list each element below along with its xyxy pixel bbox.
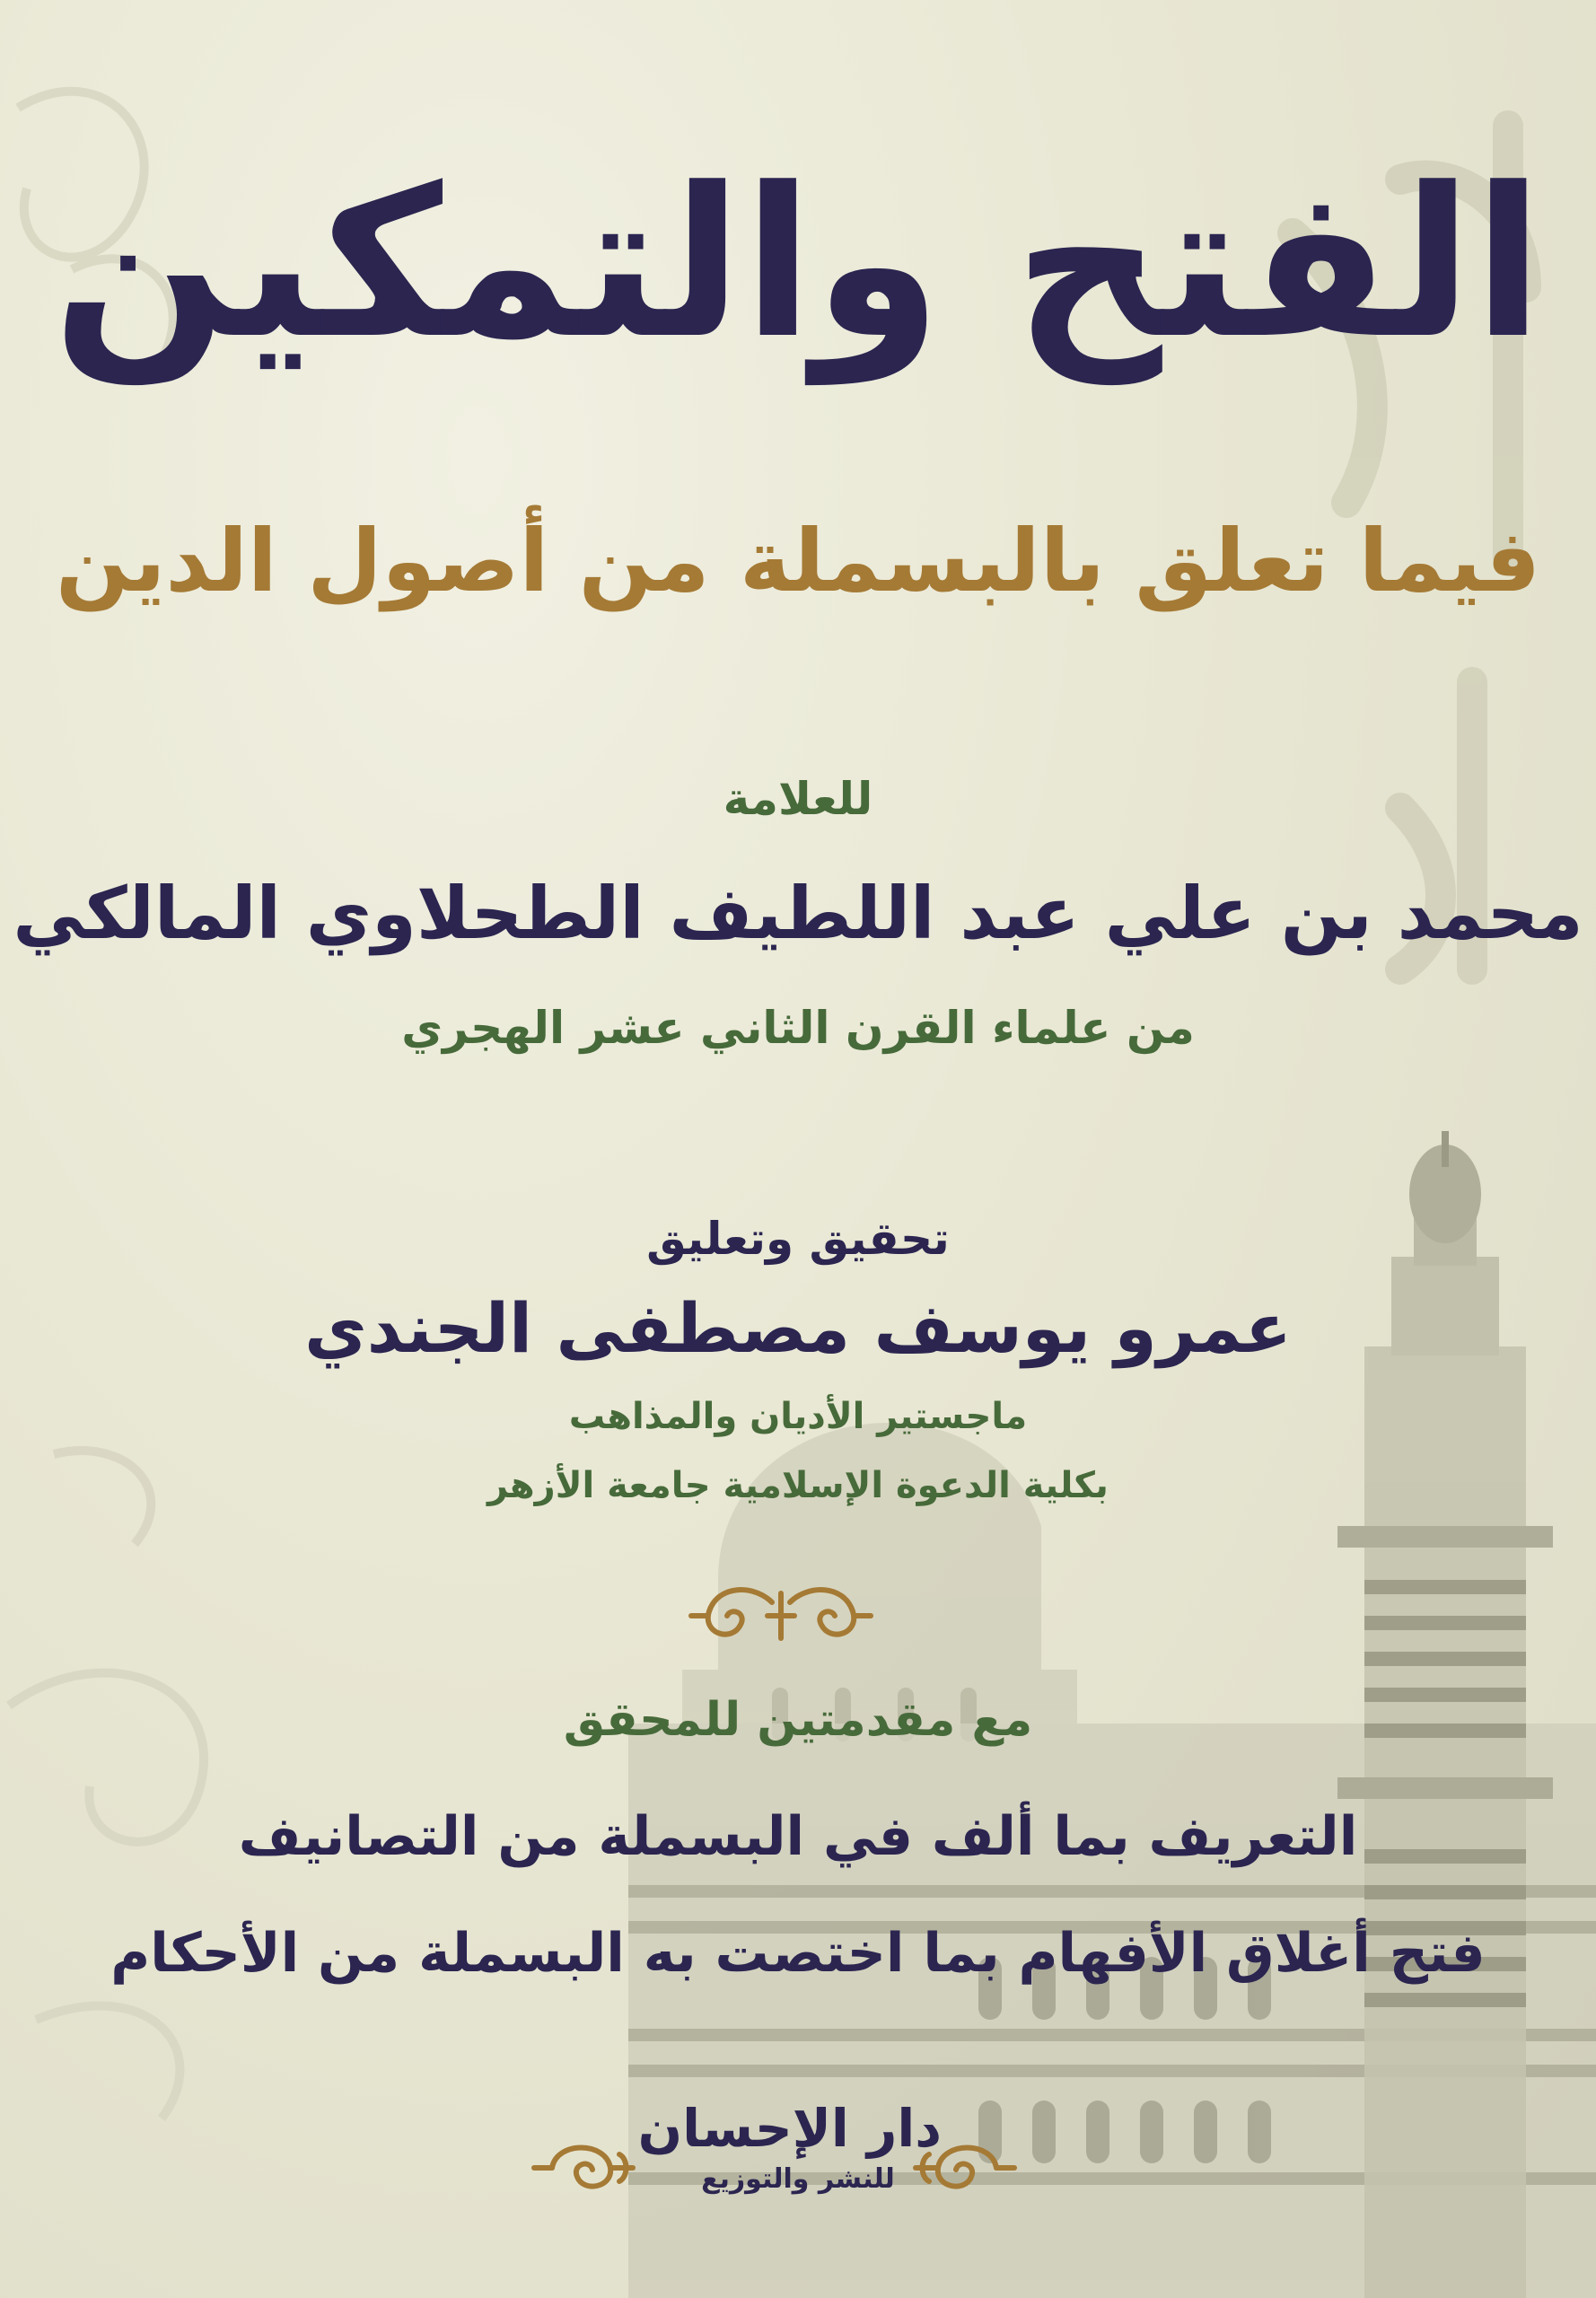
- editor-institution: بكلية الدعوة الإسلامية جامعة الأزهر: [487, 1465, 1109, 1506]
- introductions-label: مع مقدمتين للمحقق: [563, 1693, 1033, 1747]
- editor-degree: ماجستير الأديان والمذاهب: [568, 1396, 1028, 1437]
- publisher-logo: [637, 2096, 942, 2198]
- author-era: من علماء القرن الثاني عشر الهجري: [401, 1002, 1195, 1054]
- book-subtitle: فيما تعلق بالبسملة من أصول الدين: [55, 511, 1541, 611]
- author-label: للعلامة: [723, 773, 873, 825]
- editor-name: عمرو يوسف مصطفى الجندي: [304, 1288, 1292, 1368]
- publisher-ornament-left-icon: [525, 2132, 642, 2204]
- author-name: محمد بن علي عبد اللطيف الطحلاوي المالكي: [13, 872, 1583, 955]
- publisher-tagline: للنشر والتوزيع: [701, 2163, 895, 2195]
- introduction-one: التعريف بما ألف في البسملة من التصانيف: [238, 1805, 1358, 1868]
- book-title: الفتح والتمكين: [52, 145, 1544, 384]
- introduction-two: فتح أغلاق الأفهام بما اختصت به البسملة من الأحكام: [110, 1922, 1486, 1985]
- publisher-name: دار الإحسان: [637, 2098, 942, 2159]
- center-ornament-icon: [682, 1575, 880, 1656]
- editing-label: تحقيق وتعليق: [646, 1213, 950, 1265]
